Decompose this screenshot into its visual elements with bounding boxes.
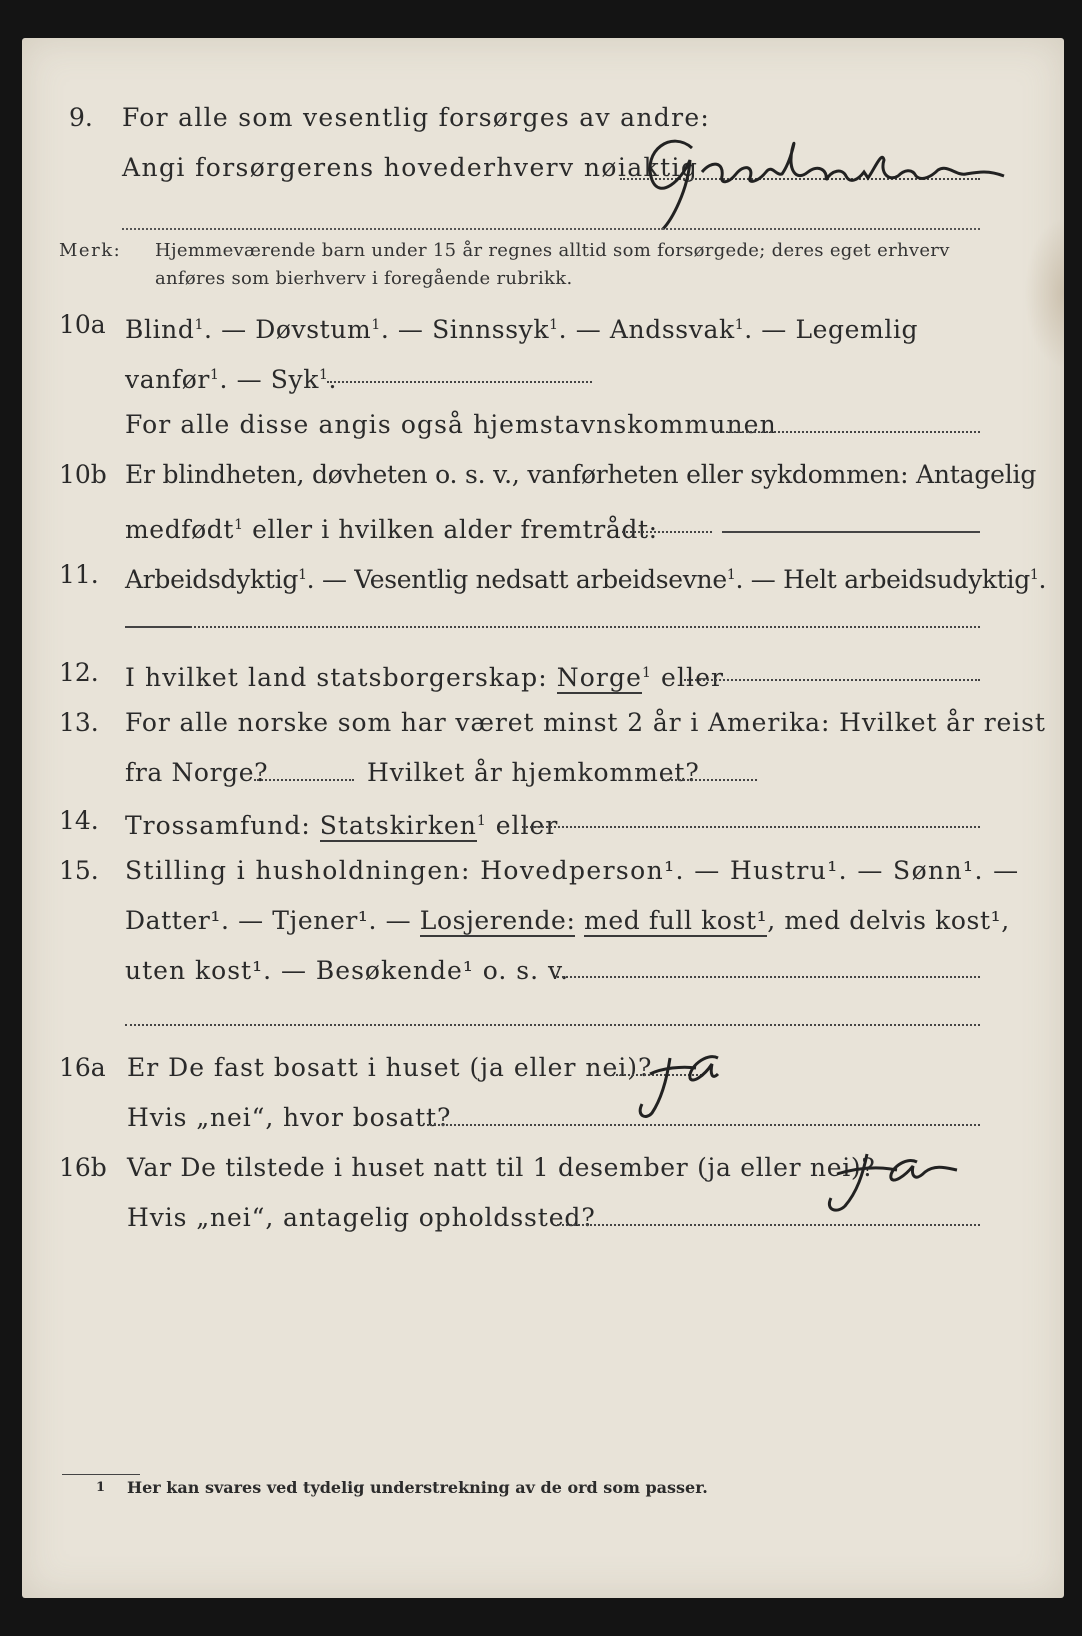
q13-number: 13. — [59, 708, 99, 737]
q10b-dots — [622, 531, 712, 533]
q10a-syk: . — Syk — [219, 365, 319, 394]
merk-label: Merk: — [59, 240, 122, 261]
q15-dots — [557, 976, 980, 978]
q10a-dovstum: . — Døvstum — [203, 315, 372, 344]
q10a-line1: Blind$^1$. — Døvstum$^1$. — Sinnssyk$^1$. — Andssvak$^1$. — Legemlig — [125, 315, 919, 344]
q10b-medfodt: medfødt — [125, 515, 235, 544]
footnote-mark: 1 — [96, 1480, 106, 1495]
q13-line2-a: fra Norge? — [125, 758, 269, 787]
q10a-andssvak: . — Andssvak — [558, 315, 735, 344]
q15-line2 — [125, 906, 1010, 936]
q10a-vanfor: vanfør — [125, 365, 210, 394]
q16b-line1: Var De tilstede i huset natt til 1 desember (ja eller nei)? — [127, 1153, 876, 1182]
q16b-line2: Hvis „nei“, antagelig opholdssted? — [127, 1203, 596, 1232]
q13-line1: For alle norske som har været minst 2 år i Amerika: Hvilket år reist — [125, 708, 1046, 737]
q12-eller: eller — [652, 663, 725, 692]
q11-udyktig: . — Helt arbeidsudyktig — [735, 565, 1030, 594]
q10b-line1: Er blindheten, døvheten o. s. v., vanførheten eller sykdommen: Antagelig — [125, 460, 1037, 489]
q11-number: 11. — [59, 560, 99, 589]
q12-dots — [684, 679, 980, 681]
q16b-handwritten-answer — [817, 1140, 967, 1224]
q10a-sinnssyk: . — Sinnssyk — [380, 315, 550, 344]
q10a-legemlig: . — Legemlig — [744, 315, 919, 344]
q15-line1: Stilling i husholdningen: Hovedperson¹. — Hustru¹. — Sønn¹. — — [125, 856, 1020, 885]
q10a-number: 10a — [59, 310, 106, 339]
q10a-line2-dots — [327, 381, 592, 383]
footnote-text: Her kan svares ved tydelig understrekning av de ord som passer. — [127, 1478, 708, 1497]
q9-handwritten-answer — [632, 120, 1012, 234]
merk-line1: Hjemmeværende barn under 15 år regnes alltid som forsørgede; deres eget erhverv — [155, 240, 950, 261]
q11-line-start — [125, 626, 190, 628]
q11-arbeidsdyktig: Arbeidsdyktig — [125, 565, 299, 594]
q15-losjerende-underlined: Losjerende: — [419, 906, 576, 935]
q12-line: I hvilket land statsborgerskap: Norge$^1$ eller — [125, 663, 725, 692]
q13-hjemkommet-dots — [662, 779, 757, 781]
q14-number: 14. — [59, 806, 99, 835]
q14-line: Trossamfund: Statskirken$^1$ eller — [125, 811, 559, 840]
q16b-number: 16b — [59, 1153, 107, 1182]
q11-dots — [190, 626, 980, 628]
q10a-line3: For alle disse angis også hjemstavnskommunen — [125, 410, 777, 439]
q15-delvis-kost: , med delvis kost¹, — [767, 906, 1010, 935]
q10b-number: 10b — [59, 460, 107, 489]
q10a-blind: Blind — [125, 315, 195, 344]
q13-line2-b: Hvilket år hjemkommet? — [367, 758, 700, 787]
q10a-line3-dots — [717, 431, 980, 433]
q14-question: Trossamfund: — [125, 811, 311, 840]
q14-dots — [522, 826, 980, 828]
q10a-line2: vanfør$^1$. — Syk$^1$. — [125, 365, 338, 394]
census-form-page — [22, 38, 1064, 1598]
merk-line2: anføres som bierhverv i foregående rubrikk. — [155, 268, 573, 289]
q15-answer-line — [125, 1024, 980, 1026]
q16a-line2: Hvis „nei“, hvor bosatt? — [127, 1103, 452, 1132]
q16a-line1: Er De fast bosatt i huset (ja eller nei)? — [127, 1053, 653, 1082]
q15-number: 15. — [59, 856, 99, 885]
q11-line: Arbeidsdyktig$^1$. — Vesentlig nedsatt arbeidsevne$^1$. — Helt arbeidsudyktig$^1$. — [125, 565, 1047, 594]
q11-nedsatt: . — Vesentlig nedsatt arbeidsevne — [306, 565, 727, 594]
footnote-rule — [62, 1474, 140, 1475]
q16a-number: 16a — [59, 1053, 106, 1082]
q16a-line2-dots — [427, 1124, 980, 1126]
q15-full-kost-underlined: med full kost¹ — [584, 906, 768, 935]
q9-number: 9. — [69, 103, 93, 132]
q10b-line2: medfødt$^1$ eller i hvilken alder fremtrådt: — [125, 515, 658, 544]
q12-norge-underlined: Norge — [556, 663, 642, 692]
q14-eller: eller — [486, 811, 559, 840]
q13-reist-dots — [254, 779, 354, 781]
paper-stain — [1024, 218, 1064, 368]
q9-separator — [122, 228, 980, 230]
q15-line3: uten kost¹. — Besøkende¹ o. s. v. — [125, 956, 570, 985]
q12-number: 12. — [59, 658, 99, 687]
q16b-dots — [557, 1224, 980, 1226]
q12-question: I hvilket land statsborgerskap: — [125, 663, 548, 692]
q14-statskirken-underlined: Statskirken — [319, 811, 477, 840]
q15-datter-tjener: Datter¹. — Tjener¹. — — [125, 906, 412, 935]
q9-line2: Angi forsørgerens hovederhverv nøiaktig — [122, 153, 699, 182]
q9-line1: For alle som vesentlig forsørges av andre: — [122, 103, 711, 132]
q16a-handwritten-answer — [622, 1038, 732, 1132]
q10b-alder: eller i hvilken alder fremtrådt: — [243, 515, 658, 544]
q10b-answer-line — [722, 531, 980, 533]
